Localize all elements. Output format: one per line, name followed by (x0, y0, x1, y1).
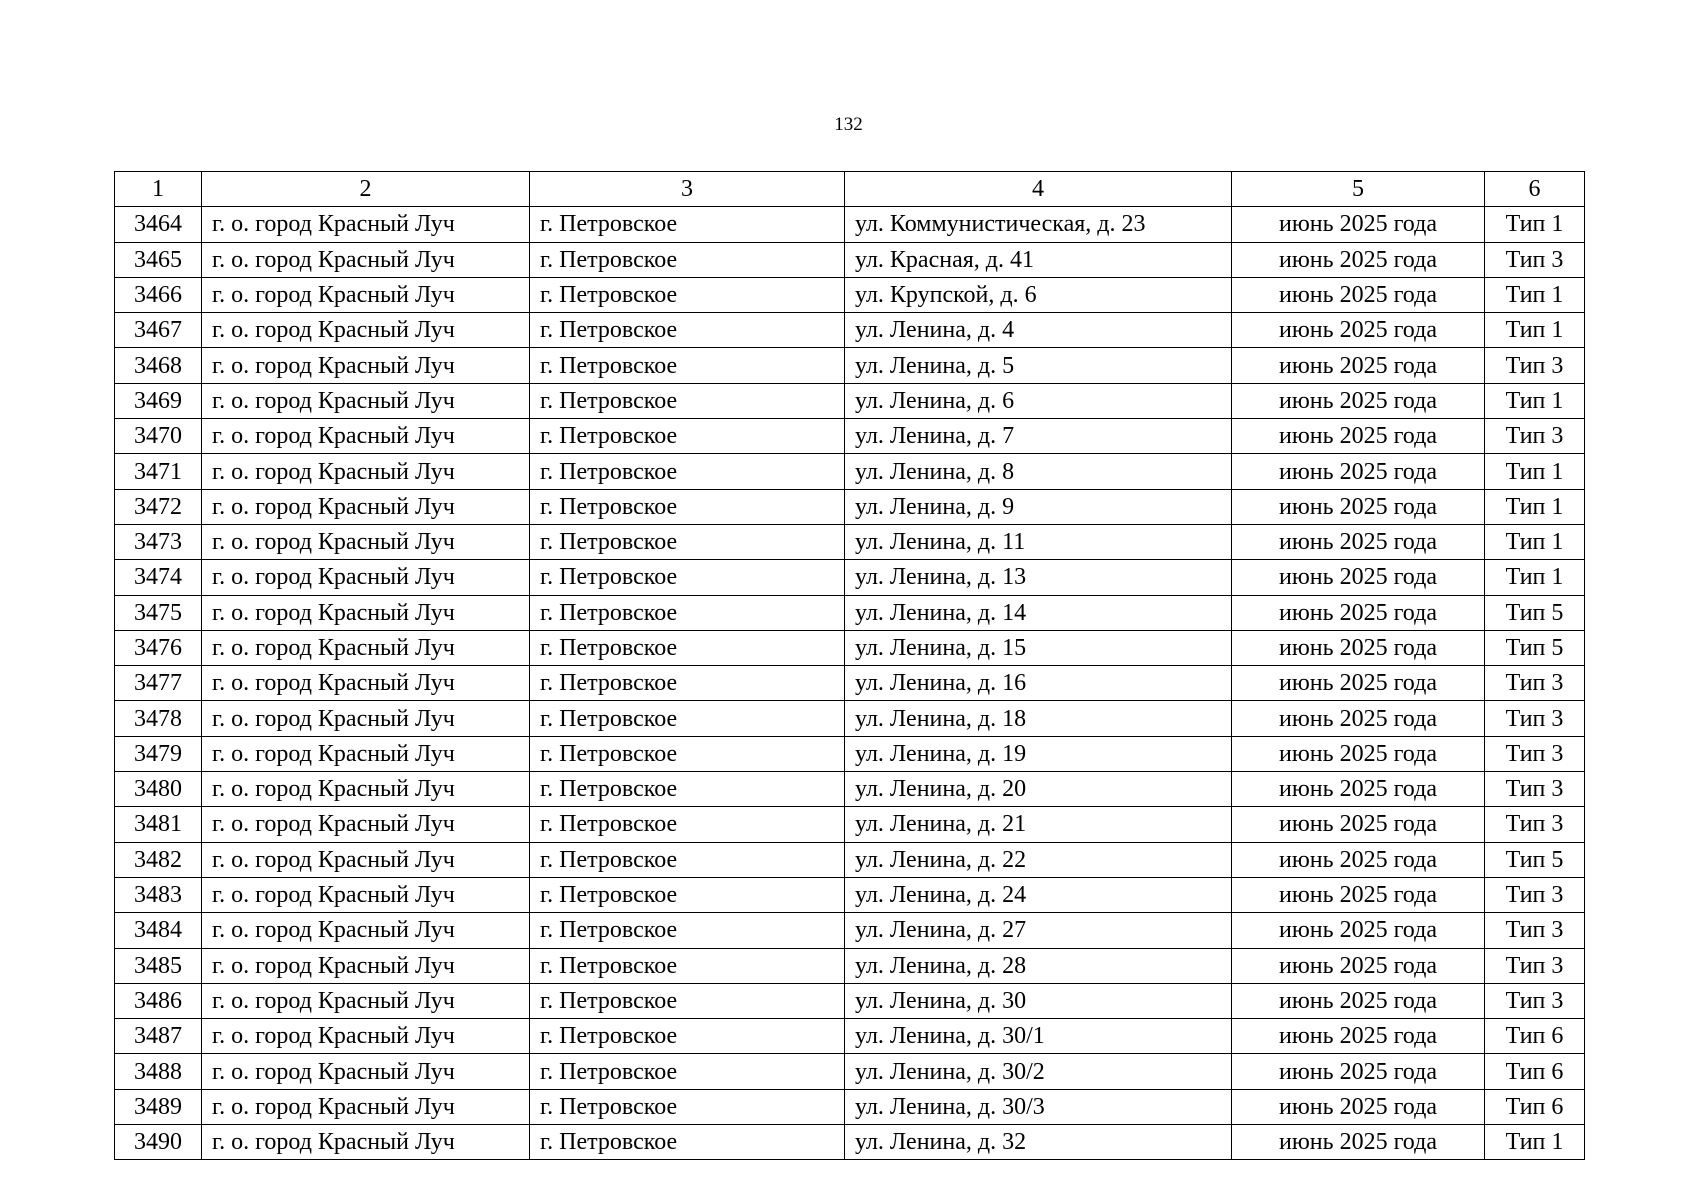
okrug-cell: г. о. город Красный Луч (202, 630, 530, 665)
type-cell: Тип 5 (1485, 842, 1585, 877)
address-cell: ул. Ленина, д. 19 (845, 736, 1232, 771)
address-cell: ул. Ленина, д. 6 (845, 383, 1232, 418)
row-number-cell: 3485 (115, 948, 202, 983)
column-header-1: 1 (115, 172, 202, 207)
address-cell: ул. Красная, д. 41 (845, 242, 1232, 277)
address-cell: ул. Ленина, д. 30 (845, 983, 1232, 1018)
row-number-cell: 3477 (115, 666, 202, 701)
date-cell: июнь 2025 года (1232, 595, 1485, 630)
row-number-cell: 3468 (115, 348, 202, 383)
city-cell: г. Петровское (530, 1019, 845, 1054)
okrug-cell: г. о. город Красный Луч (202, 948, 530, 983)
okrug-cell: г. о. город Красный Луч (202, 383, 530, 418)
row-number-cell: 3487 (115, 1019, 202, 1054)
row-number-cell: 3483 (115, 877, 202, 912)
address-cell: ул. Ленина, д. 28 (845, 948, 1232, 983)
city-cell: г. Петровское (530, 489, 845, 524)
okrug-cell: г. о. город Красный Луч (202, 772, 530, 807)
table-row (115, 1019, 1585, 1054)
type-cell: Тип 6 (1485, 1019, 1585, 1054)
city-cell: г. Петровское (530, 772, 845, 807)
type-cell: Тип 3 (1485, 772, 1585, 807)
date-cell: июнь 2025 года (1232, 983, 1485, 1018)
date-cell: июнь 2025 года (1232, 1125, 1485, 1160)
type-cell: Тип 5 (1485, 630, 1585, 665)
type-cell: Тип 6 (1485, 1089, 1585, 1124)
address-cell: ул. Ленина, д. 27 (845, 913, 1232, 948)
type-cell: Тип 1 (1485, 383, 1585, 418)
table-row (115, 313, 1585, 348)
city-cell: г. Петровское (530, 348, 845, 383)
city-cell: г. Петровское (530, 983, 845, 1018)
okrug-cell: г. о. город Красный Луч (202, 736, 530, 771)
city-cell: г. Петровское (530, 419, 845, 454)
date-cell: июнь 2025 года (1232, 630, 1485, 665)
type-cell: Тип 3 (1485, 736, 1585, 771)
date-cell: июнь 2025 года (1232, 877, 1485, 912)
city-cell: г. Петровское (530, 913, 845, 948)
column-header-3: 3 (530, 172, 845, 207)
type-cell: Тип 1 (1485, 277, 1585, 312)
table-row (115, 207, 1585, 242)
row-number-cell: 3466 (115, 277, 202, 312)
okrug-cell: г. о. город Красный Луч (202, 489, 530, 524)
okrug-cell: г. о. город Красный Луч (202, 877, 530, 912)
table-row (115, 419, 1585, 454)
date-cell: июнь 2025 года (1232, 419, 1485, 454)
type-cell: Тип 3 (1485, 242, 1585, 277)
row-number-cell: 3474 (115, 560, 202, 595)
type-cell: Тип 1 (1485, 454, 1585, 489)
okrug-cell: г. о. город Красный Луч (202, 595, 530, 630)
row-number-cell: 3486 (115, 983, 202, 1018)
type-cell: Тип 3 (1485, 701, 1585, 736)
type-cell: Тип 1 (1485, 313, 1585, 348)
table-row (115, 383, 1585, 418)
address-cell: ул. Ленина, д. 32 (845, 1125, 1232, 1160)
date-cell: июнь 2025 года (1232, 842, 1485, 877)
address-cell: ул. Ленина, д. 30/3 (845, 1089, 1232, 1124)
registry-table (114, 171, 1585, 1160)
page-number: 132 (834, 114, 863, 135)
okrug-cell: г. о. город Красный Луч (202, 1125, 530, 1160)
okrug-cell: г. о. город Красный Луч (202, 313, 530, 348)
type-cell: Тип 1 (1485, 489, 1585, 524)
row-number-cell: 3481 (115, 807, 202, 842)
okrug-cell: г. о. город Красный Луч (202, 1019, 530, 1054)
table-row (115, 489, 1585, 524)
address-cell: ул. Ленина, д. 30/2 (845, 1054, 1232, 1089)
address-cell: ул. Ленина, д. 20 (845, 772, 1232, 807)
address-cell: ул. Коммунистическая, д. 23 (845, 207, 1232, 242)
type-cell: Тип 1 (1485, 207, 1585, 242)
type-cell: Тип 3 (1485, 983, 1585, 1018)
okrug-cell: г. о. город Красный Луч (202, 666, 530, 701)
row-number-cell: 3469 (115, 383, 202, 418)
okrug-cell: г. о. город Красный Луч (202, 277, 530, 312)
okrug-cell: г. о. город Красный Луч (202, 419, 530, 454)
city-cell: г. Петровское (530, 1054, 845, 1089)
table-row (115, 1125, 1585, 1160)
city-cell: г. Петровское (530, 207, 845, 242)
city-cell: г. Петровское (530, 736, 845, 771)
city-cell: г. Петровское (530, 313, 845, 348)
okrug-cell: г. о. город Красный Луч (202, 983, 530, 1018)
table-row (115, 807, 1585, 842)
address-cell: ул. Ленина, д. 7 (845, 419, 1232, 454)
row-number-cell: 3482 (115, 842, 202, 877)
city-cell: г. Петровское (530, 524, 845, 559)
row-number-cell: 3484 (115, 913, 202, 948)
city-cell: г. Петровское (530, 701, 845, 736)
okrug-cell: г. о. город Красный Луч (202, 842, 530, 877)
date-cell: июнь 2025 года (1232, 913, 1485, 948)
okrug-cell: г. о. город Красный Луч (202, 242, 530, 277)
row-number-cell: 3473 (115, 524, 202, 559)
date-cell: июнь 2025 года (1232, 560, 1485, 595)
table-row (115, 736, 1585, 771)
address-cell: ул. Ленина, д. 15 (845, 630, 1232, 665)
city-cell: г. Петровское (530, 807, 845, 842)
table-row (115, 1089, 1585, 1124)
okrug-cell: г. о. город Красный Луч (202, 701, 530, 736)
table-row (115, 560, 1585, 595)
row-number-cell: 3490 (115, 1125, 202, 1160)
table-row (115, 983, 1585, 1018)
row-number-cell: 3471 (115, 454, 202, 489)
table-row (115, 595, 1585, 630)
address-cell: ул. Ленина, д. 16 (845, 666, 1232, 701)
date-cell: июнь 2025 года (1232, 348, 1485, 383)
table-row (115, 666, 1585, 701)
okrug-cell: г. о. город Красный Луч (202, 560, 530, 595)
date-cell: июнь 2025 года (1232, 807, 1485, 842)
date-cell: июнь 2025 года (1232, 207, 1485, 242)
column-header-5: 5 (1232, 172, 1485, 207)
header-row (115, 172, 1585, 207)
date-cell: июнь 2025 года (1232, 277, 1485, 312)
address-cell: ул. Ленина, д. 21 (845, 807, 1232, 842)
type-cell: Тип 1 (1485, 1125, 1585, 1160)
column-header-2: 2 (202, 172, 530, 207)
address-cell: ул. Ленина, д. 18 (845, 701, 1232, 736)
city-cell: г. Петровское (530, 842, 845, 877)
date-cell: июнь 2025 года (1232, 242, 1485, 277)
city-cell: г. Петровское (530, 242, 845, 277)
column-header-4: 4 (845, 172, 1232, 207)
date-cell: июнь 2025 года (1232, 666, 1485, 701)
address-cell: ул. Ленина, д. 9 (845, 489, 1232, 524)
city-cell: г. Петровское (530, 948, 845, 983)
row-number-cell: 3464 (115, 207, 202, 242)
date-cell: июнь 2025 года (1232, 383, 1485, 418)
city-cell: г. Петровское (530, 877, 845, 912)
type-cell: Тип 3 (1485, 807, 1585, 842)
row-number-cell: 3476 (115, 630, 202, 665)
table-row (115, 1054, 1585, 1089)
row-number-cell: 3475 (115, 595, 202, 630)
type-cell: Тип 1 (1485, 524, 1585, 559)
row-number-cell: 3472 (115, 489, 202, 524)
type-cell: Тип 3 (1485, 666, 1585, 701)
row-number-cell: 3480 (115, 772, 202, 807)
okrug-cell: г. о. город Красный Луч (202, 207, 530, 242)
table-row (115, 772, 1585, 807)
address-cell: ул. Ленина, д. 5 (845, 348, 1232, 383)
date-cell: июнь 2025 года (1232, 524, 1485, 559)
date-cell: июнь 2025 года (1232, 948, 1485, 983)
okrug-cell: г. о. город Красный Луч (202, 807, 530, 842)
address-cell: ул. Ленина, д. 4 (845, 313, 1232, 348)
table-row (115, 454, 1585, 489)
city-cell: г. Петровское (530, 595, 845, 630)
date-cell: июнь 2025 года (1232, 313, 1485, 348)
city-cell: г. Петровское (530, 277, 845, 312)
address-cell: ул. Крупской, д. 6 (845, 277, 1232, 312)
address-cell: ул. Ленина, д. 24 (845, 877, 1232, 912)
row-number-cell: 3478 (115, 701, 202, 736)
city-cell: г. Петровское (530, 560, 845, 595)
okrug-cell: г. о. город Красный Луч (202, 454, 530, 489)
table-row (115, 242, 1585, 277)
address-cell: ул. Ленина, д. 30/1 (845, 1019, 1232, 1054)
table-header (115, 172, 1585, 207)
address-cell: ул. Ленина, д. 13 (845, 560, 1232, 595)
table-row (115, 277, 1585, 312)
okrug-cell: г. о. город Красный Луч (202, 348, 530, 383)
row-number-cell: 3465 (115, 242, 202, 277)
type-cell: Тип 3 (1485, 913, 1585, 948)
address-cell: ул. Ленина, д. 11 (845, 524, 1232, 559)
okrug-cell: г. о. город Красный Луч (202, 1089, 530, 1124)
column-header-6: 6 (1485, 172, 1585, 207)
type-cell: Тип 3 (1485, 948, 1585, 983)
type-cell: Тип 1 (1485, 560, 1585, 595)
table-row (115, 842, 1585, 877)
table-row (115, 630, 1585, 665)
date-cell: июнь 2025 года (1232, 1019, 1485, 1054)
city-cell: г. Петровское (530, 1125, 845, 1160)
okrug-cell: г. о. город Красный Луч (202, 524, 530, 559)
city-cell: г. Петровское (530, 454, 845, 489)
row-number-cell: 3479 (115, 736, 202, 771)
address-cell: ул. Ленина, д. 14 (845, 595, 1232, 630)
type-cell: Тип 6 (1485, 1054, 1585, 1089)
date-cell: июнь 2025 года (1232, 489, 1485, 524)
table-row (115, 948, 1585, 983)
address-cell: ул. Ленина, д. 22 (845, 842, 1232, 877)
table-body (115, 207, 1585, 1160)
city-cell: г. Петровское (530, 630, 845, 665)
table-row (115, 524, 1585, 559)
city-cell: г. Петровское (530, 666, 845, 701)
date-cell: июнь 2025 года (1232, 454, 1485, 489)
city-cell: г. Петровское (530, 383, 845, 418)
city-cell: г. Петровское (530, 1089, 845, 1124)
date-cell: июнь 2025 года (1232, 736, 1485, 771)
table-row (115, 913, 1585, 948)
type-cell: Тип 3 (1485, 419, 1585, 454)
type-cell: Тип 3 (1485, 348, 1585, 383)
table-row (115, 348, 1585, 383)
date-cell: июнь 2025 года (1232, 1054, 1485, 1089)
row-number-cell: 3467 (115, 313, 202, 348)
row-number-cell: 3470 (115, 419, 202, 454)
address-cell: ул. Ленина, д. 8 (845, 454, 1232, 489)
table-row (115, 701, 1585, 736)
okrug-cell: г. о. город Красный Луч (202, 913, 530, 948)
table-row (115, 877, 1585, 912)
row-number-cell: 3488 (115, 1054, 202, 1089)
type-cell: Тип 5 (1485, 595, 1585, 630)
row-number-cell: 3489 (115, 1089, 202, 1124)
date-cell: июнь 2025 года (1232, 1089, 1485, 1124)
date-cell: июнь 2025 года (1232, 701, 1485, 736)
okrug-cell: г. о. город Красный Луч (202, 1054, 530, 1089)
date-cell: июнь 2025 года (1232, 772, 1485, 807)
type-cell: Тип 3 (1485, 877, 1585, 912)
